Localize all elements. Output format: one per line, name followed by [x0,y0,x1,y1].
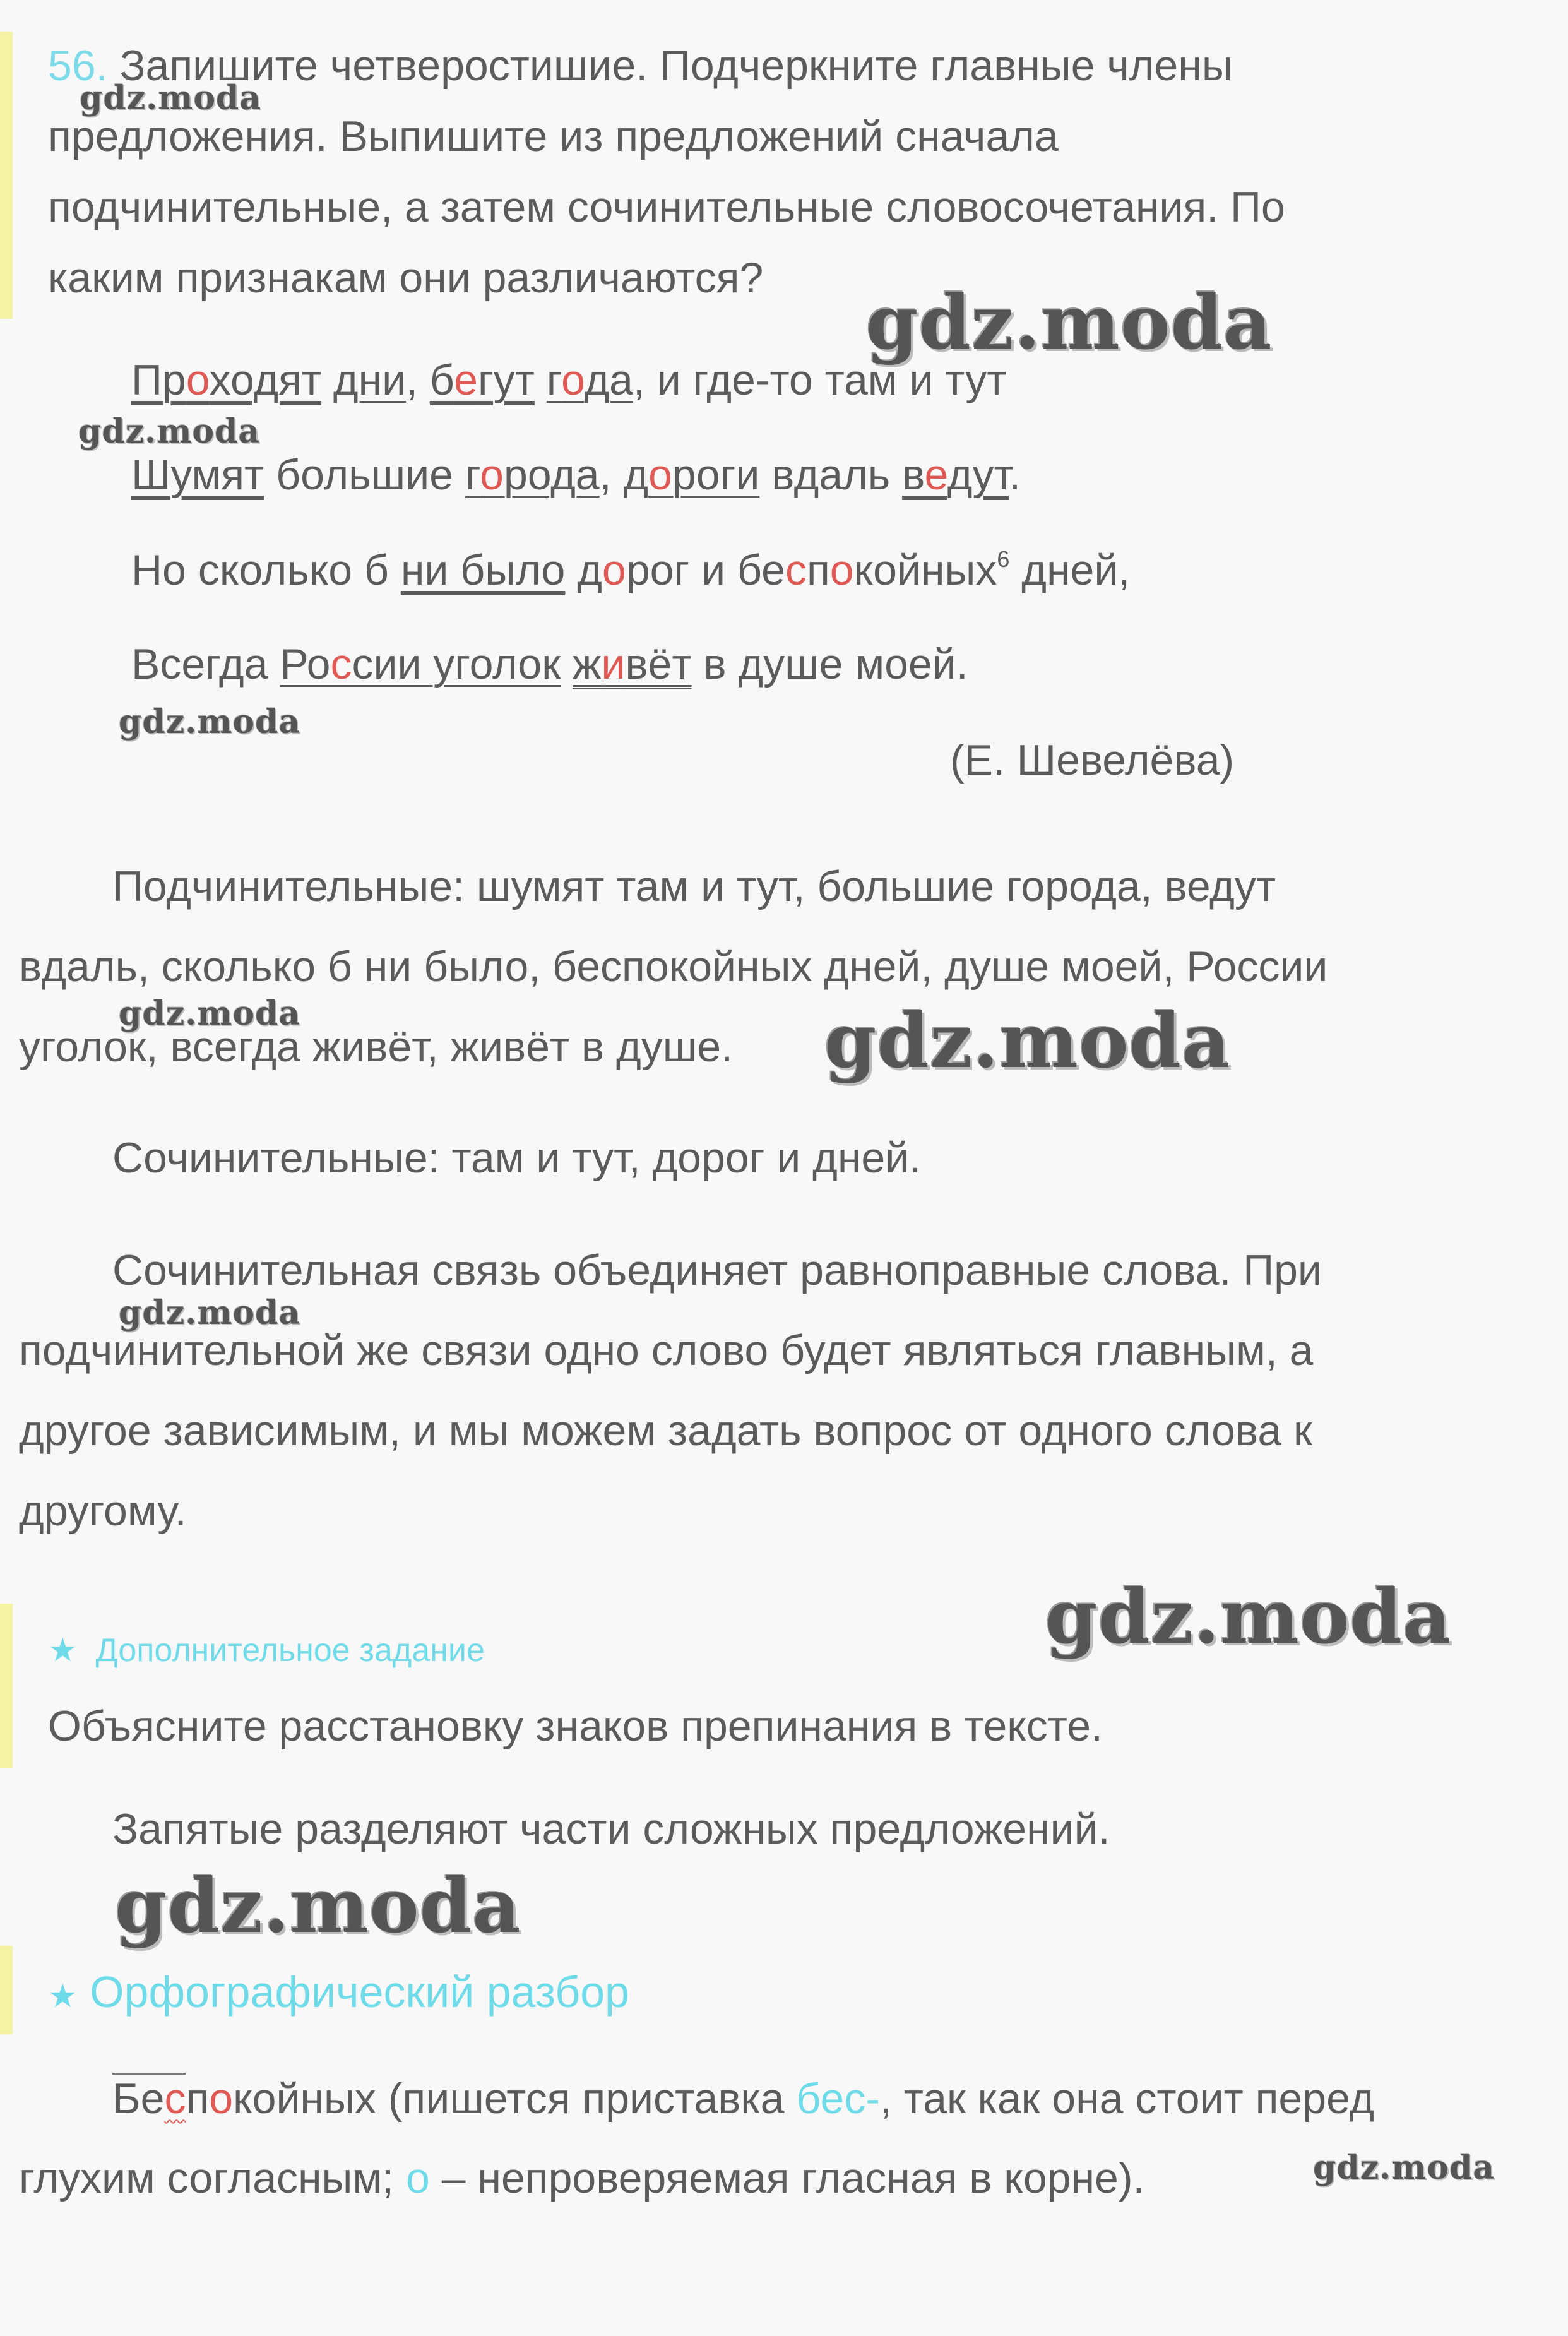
poem-line-1: Проходят дни, бегут года, и где-то там и тут [131,356,1007,404]
extra-task-text: Объясните расстановку знаков препинания в тексте. [48,1702,1103,1750]
watermark: gdz.moda [80,79,262,117]
extra-task-title: Дополнительное задание [95,1632,485,1669]
extra-task-answer: Запятые разделяют части сложных предложений. [112,1805,1110,1853]
watermark: gdz.moda [115,1862,521,1950]
answer-explain-line-4: другому. [19,1487,187,1535]
answer-coord: Сочинительные: там и тут, дорог и дней. [112,1134,922,1182]
task-line-1: 56. Запишите четверостишие. Подчеркните главные члены [48,42,1233,90]
task-line-3: подчинительные, а затем сочинительные словосочетания. По [48,183,1285,231]
watermark: gdz.moda [824,997,1231,1085]
answer-explain-line-1: Сочинительная связь объединяет равноправные слова. При [112,1246,1322,1294]
watermark: gdz.moda [866,278,1273,366]
star-icon: ★ [48,1978,78,2015]
orthography-title: Орфографический разбор [90,1967,630,2017]
orthography-para-line-1: Беспокойных (пишется приставка бес-, так как она стоит перед [112,2077,1374,2120]
star-icon: ★ [48,1632,78,1669]
answer-explain-line-3: другое зависимым, и мы можем задать вопрос от одного слова к [19,1407,1312,1455]
answer-sub-line-3: уголок, всегда живёт, живёт в душе. [19,1023,733,1071]
orthography-para-line-2: глухим согласным; о – непроверяемая гласная в корне). [19,2154,1145,2202]
task-line-4: каким признакам они различаются? [48,254,764,302]
poem-line-3: Но сколько б ни было дорог и беспокойных$^6$ дней, [131,546,1131,594]
watermark: gdz.moda [78,412,261,451]
watermark: gdz.moda [1045,1573,1452,1660]
watermark: gdz.moda [1313,2148,1495,2187]
answer-explain-line-2: подчинительной же связи одно слово будет являться главным, а [19,1326,1314,1374]
poem-line-4: Всегда России уголок живёт в душе моей. [131,640,968,688]
watermark: gdz.moda [119,1294,301,1332]
orthography-header [48,1967,630,2017]
extra-task-header [48,1634,485,1667]
watermark: gdz.moda [119,703,301,741]
answer-sub-line-1: Подчинительные: шумят там и тут, большие города, ведут [112,862,1276,910]
exercise-number: 56. [48,42,108,90]
poem-line-2: Шумят большие города, дороги вдаль ведут. [131,451,1021,499]
task-line-2: предложения. Выпишите из предложений сначала [48,112,1059,160]
poem-author: (Е. Шевелёва) [950,736,1235,784]
answer-sub-line-2: вдаль, сколько б ни было, беспокойных дней, душе моей, России [19,943,1328,991]
watermark: gdz.moda [119,994,301,1033]
